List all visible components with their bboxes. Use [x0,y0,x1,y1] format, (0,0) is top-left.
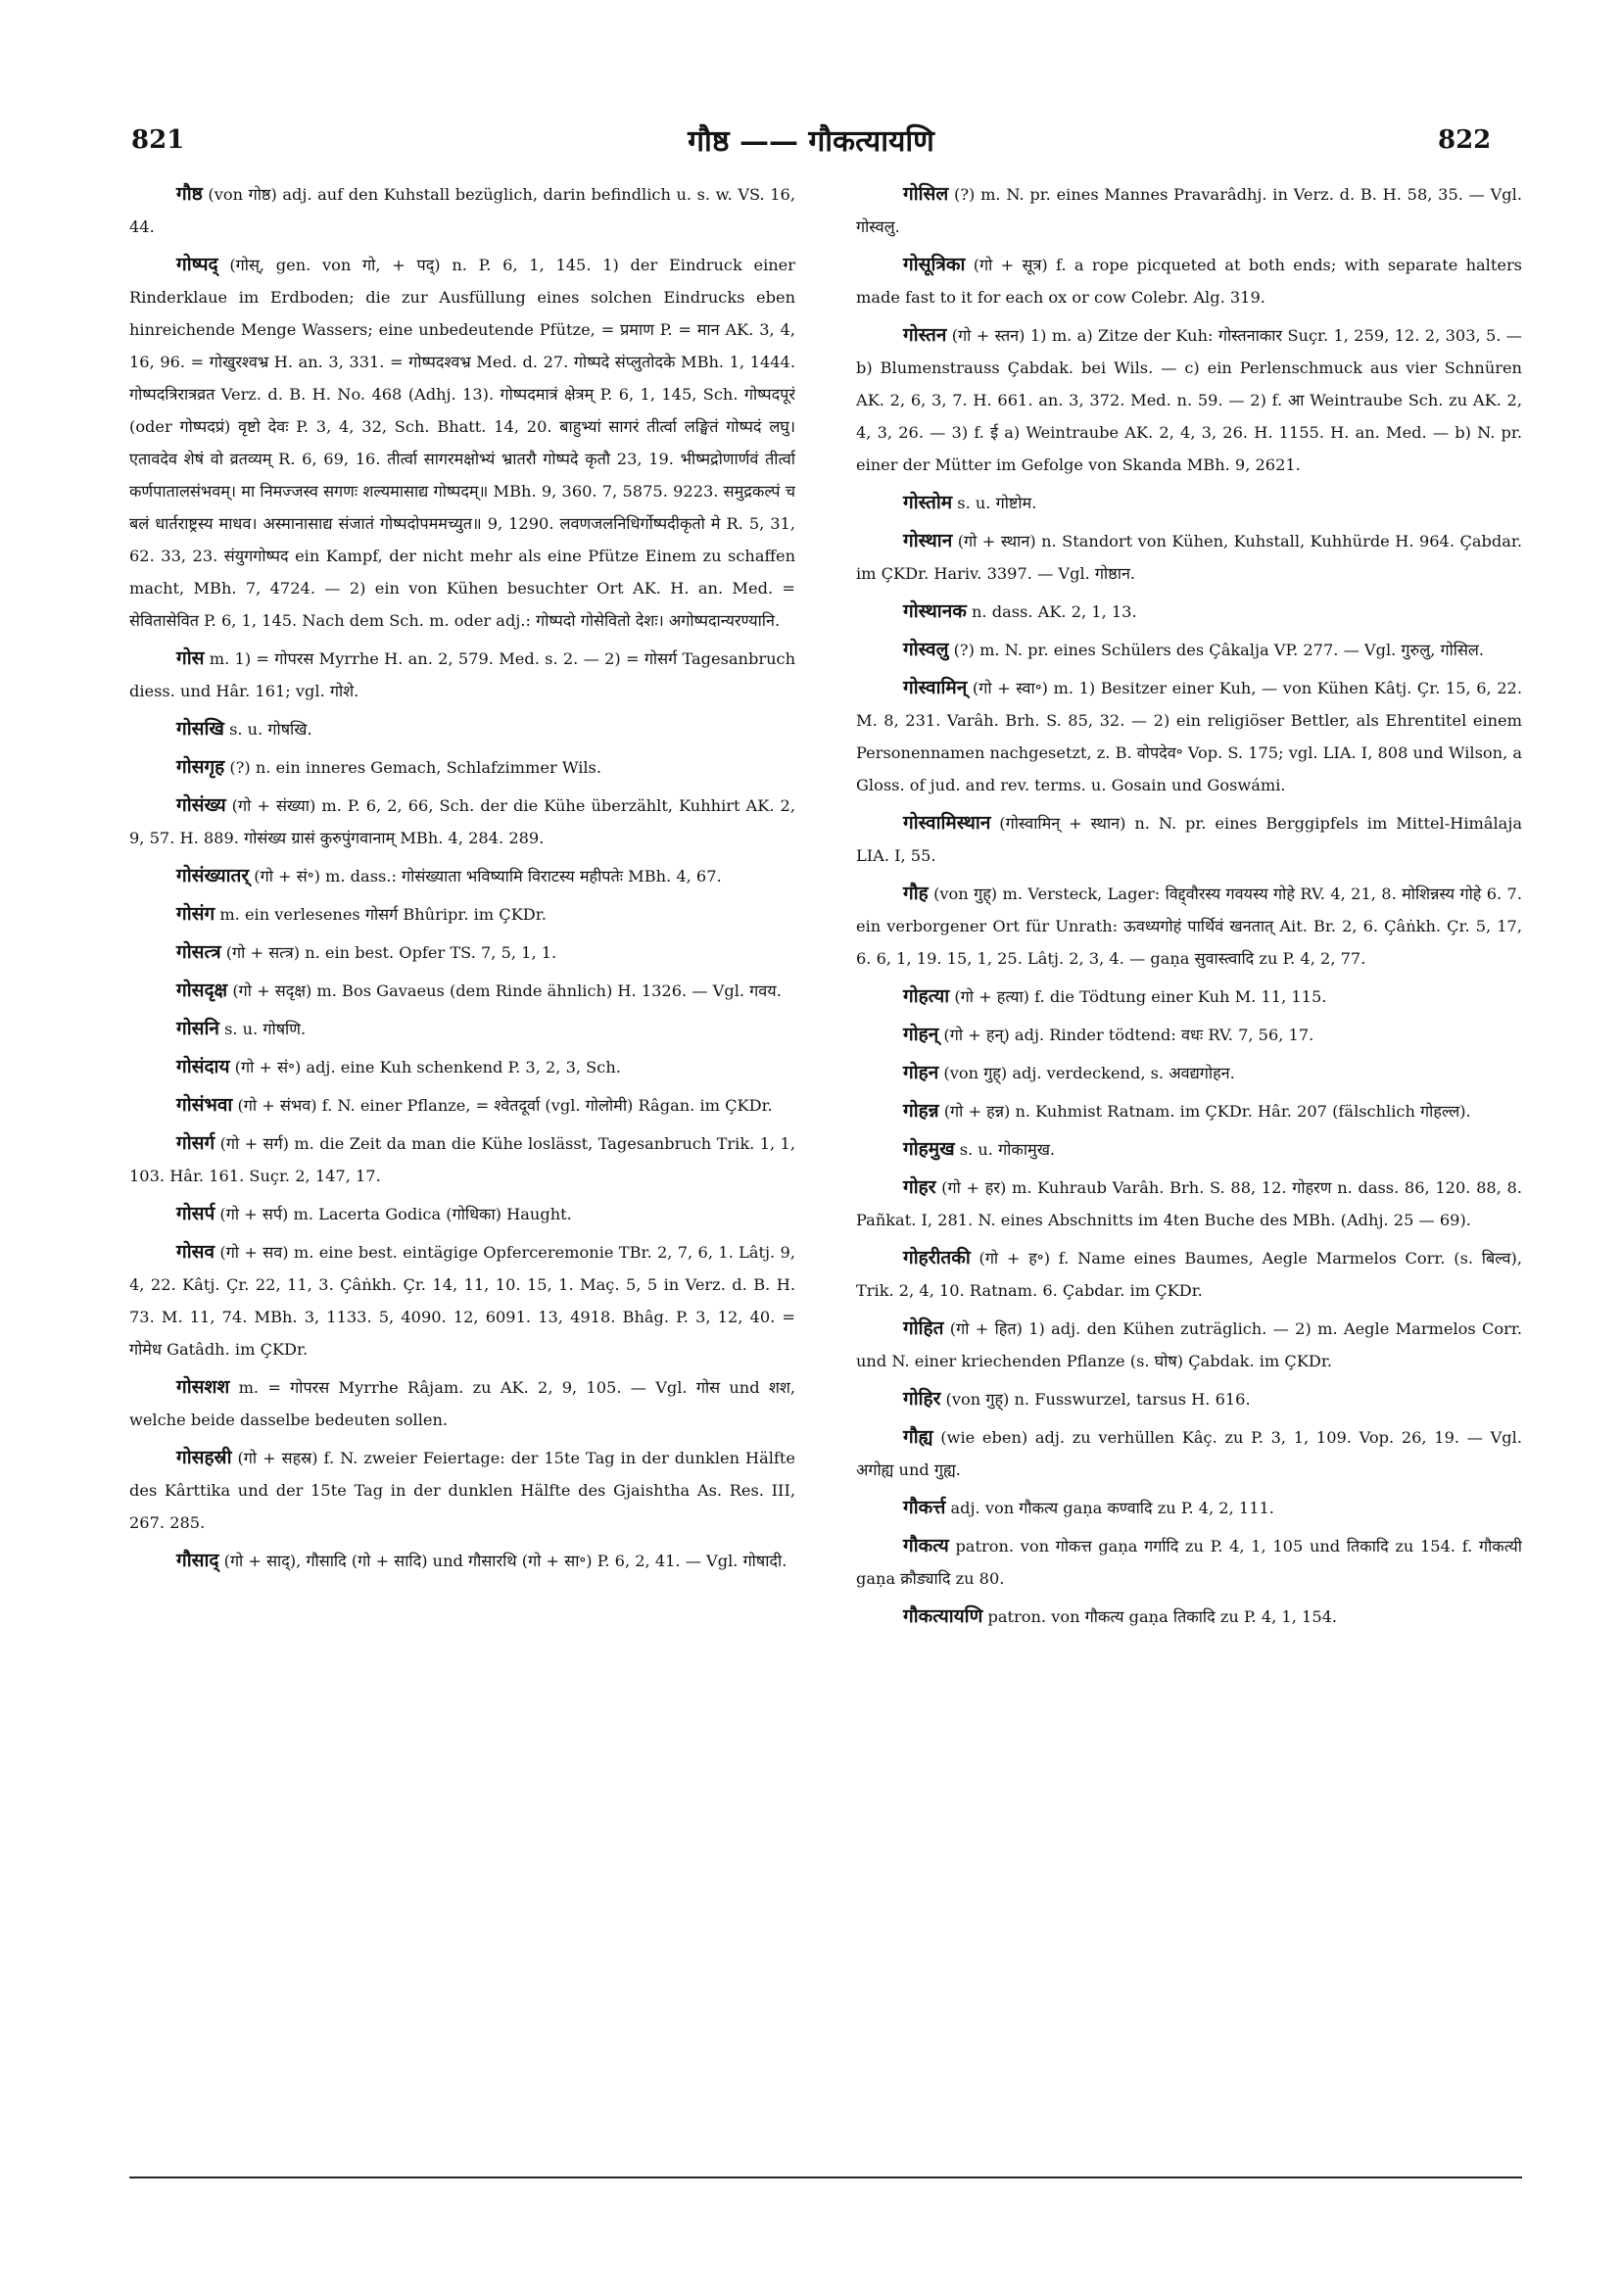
page-number-right: 822 [1438,125,1492,155]
entry-headword: गोसत्त्र [176,941,221,963]
entry-definition: s. u. गोष्टोम. [952,494,1037,512]
entry-definition: s. u. गोकामुख. [954,1140,1056,1159]
entry-definition: (गो + सव) m. eine best. eintägige Opferceremonie TBr. 2, 7, 6, 1. Lâtj. 9, 4, 22. Kâtj. Çr. 22, 11, 3. Çâṅkh. Çr. 14, 11, 10. 15, 1. Maç. 5, 5 in Verz. d. B. H. 73. M. 11, 74. MBh. 3, 1133. 5, 4090. 12, 6091. 13, 4918. Bhâg. P. 3, 12, 40. = गोमेध Gatâdh. im ÇKDr. [129,1243,795,1359]
entry-headword: गौसाद् [176,1550,219,1571]
entry-headword: गोस्वामिस्थान [903,812,991,834]
entry-definition: n. dass. AK. 2, 1, 13. [966,602,1137,621]
dictionary-entry [129,898,795,931]
right-column [856,178,1522,2157]
entry-headword: गोसंभवा [176,1094,233,1116]
entry-headword: गोहन्न [903,1100,939,1122]
entry-definition: (गोस्वामिन् + स्थान) n. N. pr. eines Berggipfels im Mittel-Himâlaja LIA. I, 55. [856,814,1522,865]
dictionary-entry [856,525,1522,590]
entry-headword: गौकर्त्त [903,1497,946,1518]
running-head: गौष्ठ —— गौकत्यायणि [688,124,934,159]
entry-headword: गोसर्ग [176,1132,215,1154]
entry-definition: (गो + स्तन) 1) m. a) Zitze der Kuh: गोस्तनाकार Suçr. 1, 259, 12. 2, 303, 5. — b) Blumenstrauss Çabdak. bei Wils. — c) ein Perlenschmuck aus vier Schnüren AK. 2, 6, 3, 7. H. 661. an. 3, 372. Med. n. 59. — 2) f. आ Weintraube Sch. zu AK. 2, 4, 3, 26. — 3) f. ई a) Weintraube AK. 2, 4, 3, 26. H. 1155. H. an. Med. — b) N. pr. einer der Mütter im Gefolge von Skanda MBh. 9, 2621. [856,326,1522,474]
entry-definition: adj. von गौकत्य gaṇa कण्वादि zu P. 4, 2, 111. [945,1499,1274,1517]
dictionary-entry [856,1601,1522,1633]
entry-definition: (गो + साद्), गौसादि (गो + सादि) und गौसारथि (गो + सा॰) P. 6, 2, 41. — Vgl. गोषादी. [218,1552,787,1570]
dictionary-entry [856,178,1522,243]
dictionary-entry [856,1095,1522,1127]
entry-definition: (?) m. N. pr. eines Mannes Pravarâdhj. in Verz. d. B. H. 58, 35. — Vgl. गोस्वलु. [856,185,1522,236]
entry-definition: (गो + हन्) adj. Rinder tödtend: वधः RV. 7, 56, 17. [938,1026,1314,1044]
entry-headword: गोहत्या [903,985,950,1007]
left-column [129,178,795,2157]
entry-headword: गोस्थानक [903,600,967,622]
entry-definition: m. = गोपरस Myrrhe Râjam. zu AK. 2, 9, 105. — Vgl. गोस und शश, welche beide dasselbe bedeuten sollen. [129,1378,795,1429]
entry-definition: (गो + संभव) f. N. einer Pflanze, = श्वेतदूर्वा (vgl. गोलोमी) Râgan. im ÇKDr. [232,1096,773,1115]
dictionary-entry [856,672,1522,801]
entry-definition: s. u. गोषखि. [223,720,312,739]
entry-headword: गोहमुख [903,1138,955,1160]
dictionary-entry [856,1383,1522,1415]
entry-definition: (गो + सं॰) m. dass.: गोसंख्याता भविष्यामि विराटस्य महीपतेः MBh. 4, 67. [249,867,722,885]
entry-headword: गोसनि [176,1018,219,1039]
entry-headword: गोहर [903,1176,936,1198]
entry-headword: गोस्वामिन् [903,677,968,698]
entry-definition: (गो + स्वा॰) m. 1) Besitzer einer Kuh, — von Kühen Kâtj. Çr. 15, 6, 22. M. 8, 231. Varâh. Brh. S. 85, 32. — 2) ein religiöser Bettler, als Ehrentitel einem Personennamen nachgesetzt, z. B. वोपदेव॰ Vop. S. 175; vgl. LIA. I, 808 und Wilson, a Gloss. of jud. and rev. terms. u. Gosain und Goswámi. [856,679,1522,794]
entry-headword: गोसर्प [176,1203,215,1224]
entry-definition: (von गुह्) adj. verdeckend, s. अवद्यगोहन. [938,1064,1235,1082]
dictionary-entry [129,860,795,892]
dictionary-entry [856,981,1522,1013]
dictionary-entry [856,596,1522,628]
entry-definition: (गो + सूत्र) f. a rope picqueted at both ends; with separate halters made fast to it for each ox or cow Colebr. Alg. 319. [856,256,1522,307]
entry-headword: गोसदृक्ष [176,980,228,1001]
entry-headword: गोसूत्रिका [903,254,966,275]
footer-rule [129,2176,1522,2178]
dictionary-entry [856,249,1522,313]
entry-headword: गोसंदाय [176,1056,230,1077]
dictionary-entry [856,1421,1522,1486]
entry-definition: (von गुह्) n. Fusswurzel, tarsus H. 616. [940,1390,1251,1409]
dictionary-entry [129,751,795,784]
entry-definition: (गो + हर) m. Kuhraub Varâh. Brh. S. 88, 12. गोहरण n. dass. 86, 120. 88, 8. Pañkat. I, 281. N. eines Abschnitts im 4ten Buche des MBh. (Adhj. 25 — 69). [856,1178,1522,1229]
entry-definition: (गो + सहस्र) f. N. zweier Feiertage: der 15te Tag in der dunklen Hälfte des Kârttika und der 15te Tag in der dunklen Hälfte des Gjaishtha As. Res. III, 267. 285. [129,1449,795,1532]
entry-definition: (गो + सत्त्र) n. ein best. Opfer TS. 7, 5, 1, 1. [220,943,557,962]
entry-definition: (गो + सदृक्ष) m. Bos Gavaeus (dem Rinde ähnlich) H. 1326. — Vgl. गवय. [227,981,782,1000]
entry-headword: गोहन् [903,1024,939,1045]
dictionary-entry [856,1313,1522,1377]
entry-definition: (गो + सर्प) m. Lacerta Godica (गोधिका) Haught. [215,1205,572,1223]
dictionary-entry [129,643,795,707]
dictionary-entry [129,1371,795,1436]
dictionary-entry [856,1530,1522,1595]
entry-headword: गोस्थान [903,530,953,551]
entry-definition: (गो + सर्ग) m. die Zeit da man die Kühe loslässt, Tagesanbruch Trik. 1, 1, 103. Hâr. 161. Suçr. 2, 147, 17. [129,1134,795,1185]
entry-headword: गोष्पद् [176,254,218,275]
dictionary-entry [129,1089,795,1122]
dictionary-entry [856,1057,1522,1089]
page-number-left: 821 [131,125,185,155]
entry-headword: गोसव [176,1241,215,1263]
dictionary-entry [129,789,795,854]
entry-headword: गोस्वलु [903,639,949,660]
dictionary-entry [856,878,1522,975]
dictionary-entry [856,1019,1522,1051]
entry-headword: गोसशश [176,1376,230,1398]
entry-definition: (गो + ह॰) f. Name eines Baumes, Aegle Marmelos Corr. (s. बिल्व), Trik. 2, 4, 10. Ratnam. 6. Çabdar. im ÇKDr. [856,1249,1522,1300]
entry-headword: गोहन [903,1062,939,1083]
entry-definition: (गो + हत्या) f. die Tödtung einer Kuh M. 11, 115. [949,987,1327,1006]
dictionary-entry [129,1545,795,1577]
dictionary-entry [129,1051,795,1083]
entry-definition: (?) n. ein inneres Gemach, Schlafzimmer Wils. [224,758,601,777]
entry-definition: (गो + हित) 1) adj. den Kühen zuträglich. — 2) m. Aegle Marmelos Corr. und N. einer kriechenden Pflanze (s. घोष) Çabdak. im ÇKDr. [856,1319,1522,1370]
dictionary-entry [129,249,795,637]
dictionary-entry [856,319,1522,481]
entry-definition: (गोस्, gen. von गो, + पद्) n. P. 6, 1, 145. 1) der Eindruck einer Rinderklaue im Erdboden; die zur Ausfüllung eines solchen Eindrucks eben hinreichende Menge Wassers; eine unbedeutende Pfütze, = प्रमाण P. = मान AK. 3, 4, 16, 96. = गोखुरश्वभ्र H. an. 3, 331. = गोष्पदश्वभ्र Med. d. 27. गोष्पदे संप्लुतोदके MBh. 1, 1444. गोष्पदत्रिरात्रव्रत Verz. d. B. H. No. 468 (Adhj. 13). गोष्पदमात्रं क्षेत्रम् P. 6, 1, 145, Sch. गोष्पदपूरं (oder गोष्पदप्रं) वृष्टो देवः P. 3, 4, 32, Sch. Bhatt. 14, 20. बाहुभ्यां सागरं तीर्त्वा लङ्घितं गोष्पदं लघु। एतावदेव शेषं वो व्रतव्यम् R. 6, 69, 16. तीर्त्वा सागरमक्षोभ्यं भ्रातरौ गोष्पदे कृतौ 23, 19. भीष्मद्रोणार्णवं तीर्त्वा कर्णपातालसंभवम्। मा निमज्जस्व सगणः शल्यमासाद्य गोष्पदम्॥ MBh. 9, 360. 7, 5875. 9223. समुद्रकल्पं च बलं धार्तराष्ट्रस्य माधव। अस्मानासाद्य संजातं गोष्पदोपममच्युत॥ 9, 1290. लवणजलनिधिर्गोष्पदीकृतो मे R. 5, 31, 62. 33, 23. संयुगगोष्पद ein Kampf, der nicht mehr als eine Pfütze Einem zu schaffen macht, MBh. 7, 4724. — 2) ein von Kühen besuchter Ort AK. H. an. Med. = सेवितासेवित P. 6, 1, 145. Nach dem Sch. m. oder adj.: गोष्पदो गोसेवितो देशः। अगोष्पदान्यरण्यानि. [129,256,795,630]
entry-headword: गोसहस्री [176,1447,232,1468]
entry-headword: गोस्तोम [903,492,953,513]
dictionary-entry [856,1242,1522,1307]
entry-headword: गोसखि [176,718,224,740]
entry-definition: m. ein verlesenes गोसर्ग Bhûripr. im ÇKDr. [215,905,547,924]
entry-headword: गौकत्यायणि [903,1605,983,1627]
entry-definition: (wie eben) adj. zu verhüllen Kâç. zu P. 3, 1, 109. Vop. 26, 19. — Vgl. अगोह्य und गुह्य. [856,1428,1522,1479]
entry-definition: (गो + हन्न) n. Kuhmist Ratnam. im ÇKDr. Hâr. 207 (fälschlich गोहल्ल). [938,1102,1471,1121]
dictionary-entry [856,1172,1522,1236]
dictionary-entry [129,1236,795,1365]
entry-definition: (गो + सं॰) adj. eine Kuh schenkend P. 3, 2, 3, Sch. [229,1058,621,1076]
entry-definition: (?) m. N. pr. eines Schülers des Çâkalja VP. 277. — Vgl. गुरुलु, गोसिल. [948,641,1485,659]
entry-headword: गोसंख्यातर् [176,865,250,886]
entry-headword: गौह [903,883,929,904]
entry-definition: (गो + संख्या) m. P. 6, 2, 66, Sch. der die Kühe überzählt, Kuhhirt AK. 2, 9, 57. H. 889. गोसंख्य ग्रासं कुरुपुंगवानाम् MBh. 4, 284. 289. [129,796,795,847]
dictionary-entry [129,1013,795,1045]
entry-headword: गोस्तन [903,324,947,346]
entry-headword: गोहरीतकी [903,1247,971,1268]
entry-definition: patron. von गौकत्य gaṇa तिकादि zu P. 4, 1, 154. [982,1607,1338,1626]
entry-headword: गौष्ठ [176,183,203,205]
entry-definition: patron. von गोकत्त gaṇa गर्गादि zu P. 4, 1, 105 und तिकादि zu 154. f. गौकत्यी gaṇa क्रौड्यादि zu 80. [856,1537,1522,1588]
entry-headword: गोसंग [176,903,215,925]
dictionary-entry [856,487,1522,519]
dictionary-entry [129,1442,795,1539]
entry-definition: (गो + स्थान) n. Standort von Kühen, Kuhstall, Kuhhürde H. 964. Çabdar. im ÇKDr. Hariv. 3397. — Vgl. गोष्ठान. [856,532,1522,583]
dictionary-entry [129,713,795,745]
entry-headword: गौकत्य [903,1535,949,1556]
entry-definition: s. u. गोषणि. [218,1020,307,1038]
entry-definition: m. 1) = गोपरस Myrrhe H. an. 2, 579. Med. s. 2. — 2) = गोसर्ग Tagesanbruch diess. und Hâr. 161; vgl. गोशे. [129,649,795,700]
dictionary-entry [129,975,795,1007]
dictionary-entry [129,178,795,243]
entry-definition: (von गुह्) m. Versteck, Lager: विद्द्वौरस्य गवयस्य गोहे RV. 4, 21, 8. मोशिन्नस्य गोहे 6. 7. ein verborgener Ort für Unrath: ऊवध्यगोहं पार्थिवं खनतात् Ait. Br. 2, 6. Çâṅkh. Çr. 5, 17, 6. 6, 1, 19. 15, 1, 25. Lâtj. 2, 3, 4. — gaṇa सुवास्त्वादि zu P. 4, 2, 77. [856,885,1522,968]
dictionary-entry [856,634,1522,666]
dictionary-entry [856,1492,1522,1524]
entry-headword: गोहित [903,1317,944,1339]
dictionary-entry [129,1198,795,1230]
dictionary-entry [856,1133,1522,1166]
dictionary-entry [129,936,795,969]
entry-headword: गोहिर [903,1388,941,1410]
entry-headword: गोस [176,647,205,669]
entry-definition: (von गोष्ठ) adj. auf den Kuhstall bezüglich, darin befindlich u. s. w. VS. 16, 44. [129,185,795,236]
entry-headword: गोसिल [903,183,949,205]
entry-headword: गौह्य [903,1426,933,1448]
entry-headword: गोसगृह [176,756,225,778]
dictionary-entry [129,1127,795,1192]
dictionary-entry [856,807,1522,872]
entry-headword: गोसंख्य [176,794,226,816]
